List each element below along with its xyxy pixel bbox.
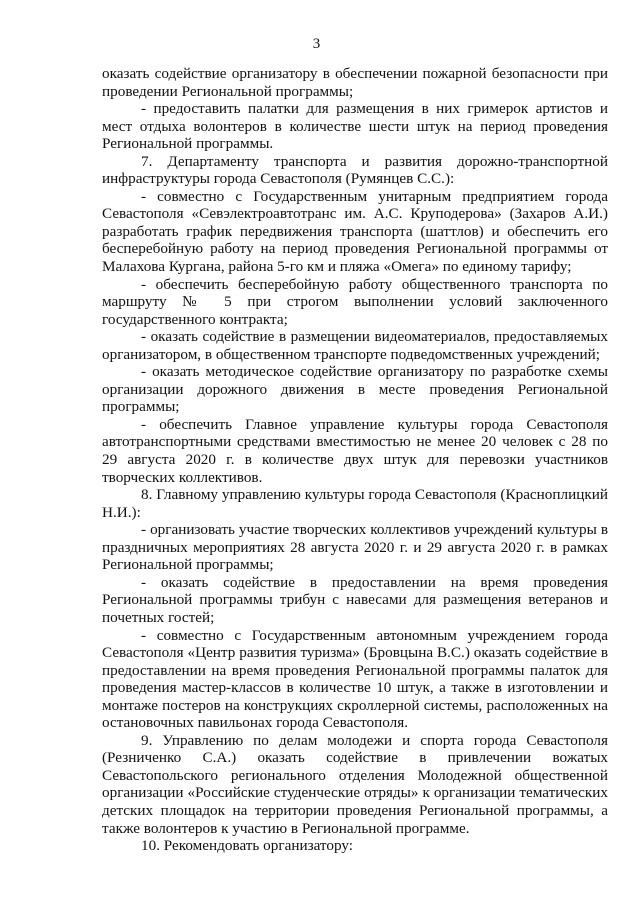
paragraph-item-10-recommend: 10. Рекомендовать организатору: — [141, 837, 353, 855]
paragraph-item-7-transport-department: 7. Департаменту транспорта и развития дорожно-транспортной инфраструктуры города Севастополя (Румянцев С.С.): — [102, 152, 608, 188]
page-number: 3 — [312, 36, 321, 52]
paragraph-tents-volunteers: - предоставить палатки для размещения в них гримерок артистов и мест отдыха волонтеров в количестве шести штук на период проведения Региональной программы. — [102, 100, 608, 153]
paragraph-creative-groups: - организовать участие творческих коллективов учреждений культуры в праздничных мероприятиях 28 августа 2020 г. и 29 августа 2020 г. в рамках Региональной программы; — [102, 521, 608, 574]
paragraph-traffic-scheme: - оказать методическое содействие организатору по разработке схемы организации дорожного движения в месте проведения Региональной программы; — [102, 363, 608, 416]
paragraph-vehicles: - обеспечить Главное управление культуры города Севастополя автотранспортными средствами вместимостью не менее 20 человек с 28 по 29 августа 2020 г. в количестве двух штук для перевозки участников творческих коллективов. — [102, 415, 608, 486]
paragraph-fire-safety-continuation: оказать содействие организатору в обеспечении пожарной безопасности при проведении Региональной программы; — [102, 65, 608, 100]
paragraph-item-9-youth-sports: 9. Управлению по делам молодежи и спорта города Севастополя (Резниченко С.А.) оказать содействие в привлечении вожатых Севастопольского регионального отделения Молодежной общественной организации «Российские студенческие отряды» к организации тематических детских площадок на территории проведения Региональной программы, а также волонтеров к участию в Региональной программе. — [102, 731, 608, 837]
paragraph-tourism-center: - совместно с Государственным автономным учреждением города Севастополя «Центр развития туризма» (Бровцына В.С.) оказать содействие в предоставлении на время проведения Региональной программы палаток для проведения мастер-классов в количестве 10 штук, а также в изготовлении и монтаже постеров на конструкциях скроллерной системы, расположенных на остановочных павильонах города Севастополя. — [102, 626, 608, 732]
paragraph-shuttle-schedule: - совместно с Государственным унитарным предприятием города Севастополя «Севэлектроавтотранс им. А.С. Круподерова» (Захаров А.И.) разработать график передвижения транспорта (шаттлов) и обеспечить его бесперебойную работу на период проведения Региональной программы от Малахова Кургана, района 5-го км и пляжа «Омега» по единому тарифу; — [102, 187, 608, 276]
paragraph-route-5: - обеспечить бесперебойную работу общественного транспорта по маршруту № 5 при строгом выполнении условий заключенного государственного контракта; — [102, 275, 608, 328]
paragraph-video-materials: - оказать содействие в размещении видеоматериалов, предоставляемых организатором, в общественном транспорте подведомственных учреждений; — [102, 328, 608, 363]
paragraph-item-8-culture-department: 8. Главному управлению культуры города Севастополя (Красноплицкий Н.И.): — [102, 486, 608, 521]
document-body — [102, 65, 608, 855]
paragraph-tribunes: - оказать содействие в предоставлении на время проведения Региональной программы трибун с навесами для размещения ветеранов и почетных гостей; — [102, 573, 608, 626]
